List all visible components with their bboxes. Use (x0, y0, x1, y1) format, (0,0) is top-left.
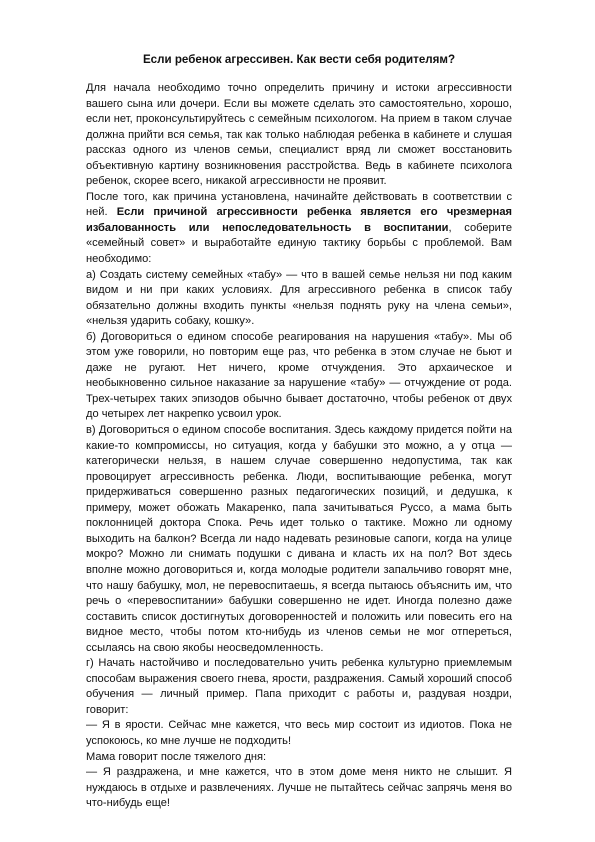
paragraph-cause-text-before: После того, как причина установлена, начинайте действовать в соответствии с ней. (86, 190, 512, 219)
paragraph-cause-text-after: , соберите «семейный совет» и выработайте единую тактику борьбы с проблемой. Вам необходимо: (86, 221, 513, 266)
page-title: Если ребенок агрессивен. Как вести себя родителям? (142, 53, 456, 66)
document-page (86, 52, 512, 812)
paragraph-item-b: б) Договориться о едином способе реагирования на нарушения «табу». Мы об этом уже говорили, но повторим еще раз, что ребенка в этом случае не бьют и даже не ругают. Нет ничего, кроме отчуждения. Это архаическое и необыкновенно сильное наказание за нарушение «табу» — отчуждение от рода. Трех-четырех таких эпизодов обычно бывает достаточно, чтобы ребенок от двух до четырех лет накрепко усвоил урок. (86, 330, 512, 421)
paragraph-item-g: г) Начать настойчиво и последовательно учить ребенка культурно приемлемым способам выражения своего гнева, ярости, раздражения. Самый хороший способ обучения — личный пример. Папа приходит с работы и, раздувая ноздри, говорит: (86, 657, 512, 716)
paragraph-cause-bold-text: Если причиной агрессивности ребенка является его чрезмерная избалованность или непоследовательность в воспитании (86, 206, 512, 234)
paragraph-item-v: в) Договориться о едином способе воспитания. Здесь каждому придется пойти на какие-то компромиссы, но ситуация, когда у бабушки это можно, а у отца — категорически нельзя, в нашем случае совершенно недопустима, так как провоцирует агрессивность ребенка. Люди, воспитывающие ребенка, могут придерживаться совершенно разных педагогических позиций, и дедушка, к примеру, может обожать Макаренко, папа зачитываться Руссо, а мама быть поклонницей доктора Спока. Речь идет только о тактике. Можно ли одному выходить на балкон? Всегда ли надо надевать резиновые сапоги, когда на улице мокро? Можно ли снимать подушки с дивана и класть их на пол? Вот здесь вполне можно договориться и, когда молодые родители запальчиво говорят мне, что нашу бабушку, мол, не перевоспитаешь, я всегда пытаюсь объяснить им, что речь о «перевоспитании» бабушки совершенно не идет. Иногда полезно даже составить список достигнутых договоренностей и положить или повесить его на видное место, чтобы потом кто-нибудь из членов семьи не мог отпереться, ссылаясь на свою якобы неосведомленность. (86, 424, 512, 654)
paragraph-mother-intro: Мама говорит после тяжелого дня: (86, 750, 267, 763)
paragraph-father-quote: — Я в ярости. Сейчас мне кажется, что весь мир состоит из идиотов. Пока не успокоюсь, ко мне лучше не подходить! (86, 719, 512, 747)
paragraph-cause (86, 190, 512, 268)
paragraph-intro: Для начала необходимо точно определить причину и истоки агрессивности вашего сына или дочери. Если вы можете сделать это самостоятельно, хорошо, если нет, проконсультируйтесь с семейным психологом. На прием в таком случае должна прийти вся семья, так как только наблюдая ребенка в кабинете и слушая рассказ одного из членов семьи, специалист вряд ли сможет восстановить объективную картину возникновения расстройства. Ведь в кабинете психолога ребенок, скорее всего, никакой агрессивности не проявит. (86, 82, 512, 188)
paragraph-item-a: а) Создать систему семейных «табу» — что в вашей семье нельзя ни под каким видом и ни при каких условиях. Для агрессивного ребенка в список табу обязательно должны входить пункты «нельзя поднять руку на члена семьи», «нельзя ударить собаку, кошку». (86, 268, 512, 328)
paragraph-mother-quote: — Я раздражена, и мне кажется, что в этом доме меня никто не слышит. Я нуждаюсь в отдыхе и развлечениях. Лучше не пытайтесь сейчас запрячь меня во что-нибудь еще! (86, 766, 512, 810)
